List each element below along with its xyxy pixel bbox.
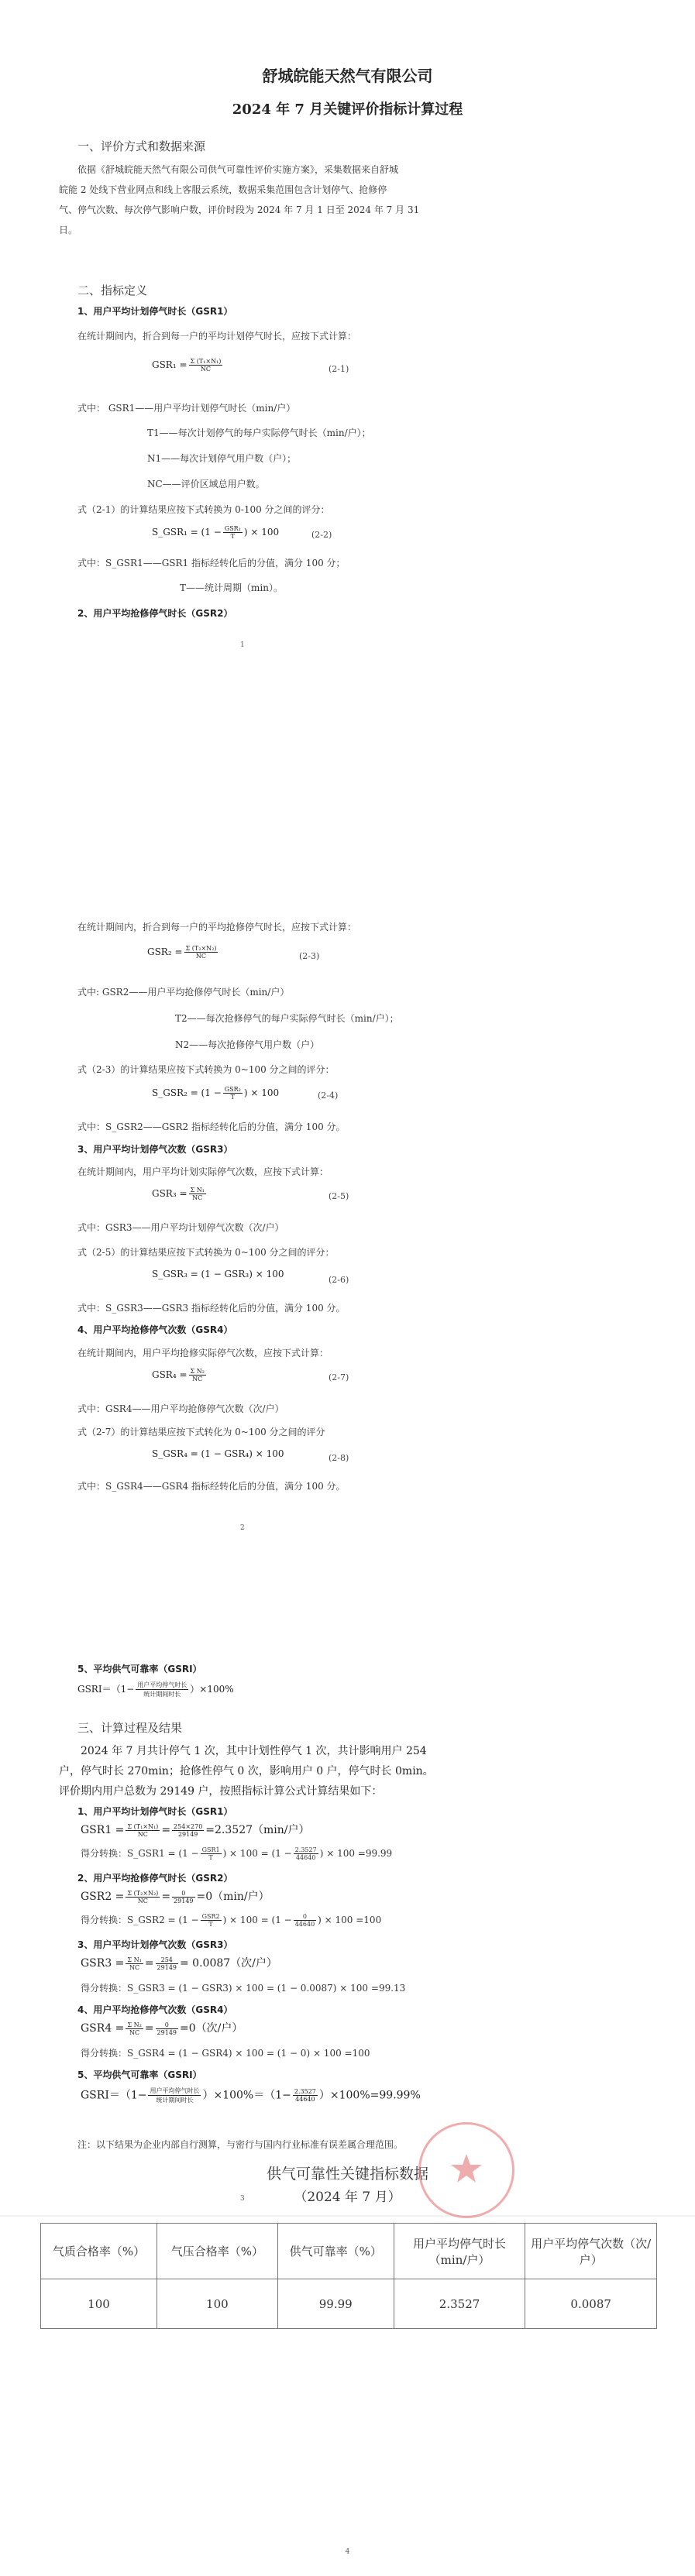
fraction-denominator: NC (200, 366, 212, 373)
fraction-denominator: T (208, 1854, 213, 1861)
fraction-denominator: NC (129, 2028, 140, 2036)
definition-line: 式中：S_GSR3——GSR3 指标经转化后的分值，满分 100 分。 (77, 1303, 346, 1314)
definition-line: 式中：S_GSR4——GSR4 指标经转化后的分值，满分 100 分。 (77, 1481, 346, 1492)
fraction-denominator: NC (129, 1963, 140, 1971)
table-header-row (41, 2224, 657, 2279)
page-number: 1 (240, 641, 245, 649)
company-name: 舒城皖能天然气有限公司 (262, 67, 433, 85)
calc-gsr4-score: 得分转换：S_GSR4 = (1 − GSR4) × 100 = (1 − 0) × 100 =100 (81, 2048, 370, 2059)
formula-lhs: GSR₂ = (147, 946, 183, 957)
fraction-numerator: 2.3527 (294, 2088, 316, 2095)
gsr4-description: 在统计期间内，用户平均抢修实际停气次数，应按下式计算： (77, 1348, 329, 1358)
equation-number: (2-2) (311, 530, 332, 540)
gsr2-formula (147, 945, 219, 960)
score-mid: ) × 100 = (1 − (222, 1915, 292, 1925)
equals-sign: = (161, 1891, 171, 1903)
formula-fraction (294, 1913, 316, 1928)
score-label: 得分转换：S_GSR1 = (1 − (81, 1848, 199, 1859)
formula-fraction (223, 1086, 243, 1101)
gsri-formula (77, 1681, 234, 1698)
fraction-numerator: 254×270 (174, 1822, 203, 1830)
table-header-cell: 用户平均停气时长（min/户） (394, 2224, 525, 2279)
gsr3-heading: 3、用户平均计划停气次数（GSR3） (77, 1144, 233, 1155)
formula-rhs: ) × 100 (243, 527, 280, 538)
table-header-cell: 用户平均停气次数（次/户） (525, 2224, 657, 2279)
fraction-numerator: 用户平均停气时长 (137, 1681, 188, 1688)
formula-lhs: GSR4 = (81, 2022, 125, 2035)
formula-lhs: S_GSR₂ = (1 − (152, 1087, 222, 1098)
section-3-heading: 三、计算过程及结果 (77, 1721, 183, 1735)
formula-result: =0（min/户） (196, 1891, 270, 1903)
fraction-numerator: 0 (156, 2021, 178, 2029)
score-label: 得分转换：S_GSR2 = (1 − (81, 1915, 199, 1925)
equation-number: (2-6) (329, 1275, 349, 1285)
fraction-denominator: 统计期间时长 (156, 2097, 194, 2104)
fraction-denominator: NC (192, 1376, 203, 1382)
fraction-denominator: 44640 (295, 2096, 315, 2103)
fraction-numerator: 0 (172, 1890, 194, 1898)
calc-gsr1-formula (81, 1822, 310, 1838)
formula-lhs: GSRI＝（1− (77, 1684, 135, 1695)
gsr1-formula (152, 358, 224, 373)
equation-number: (2-5) (329, 1191, 349, 1201)
definition-line: T1——每次计划停气的每户实际停气时长（min/户）； (147, 428, 371, 438)
document-title: 2024 年 7 月关键评价指标计算过程 (232, 101, 463, 118)
formula-fraction (172, 1890, 194, 1905)
formula-lhs: GSRI＝（1− (81, 2089, 147, 2102)
fraction-denominator: NC (137, 1897, 148, 1905)
fraction-denominator: 29149 (174, 1897, 194, 1905)
fraction-denominator: 统计期间时长 (143, 1691, 181, 1698)
conversion-text: 式（2-1）的计算结果应按下式转换为 0-100 分之间的评分： (77, 504, 330, 515)
fraction-denominator: T (230, 1094, 235, 1101)
fraction-numerator: Σ N₂ (127, 2021, 142, 2028)
fraction-numerator: GSR₁ (224, 525, 241, 532)
formula-fraction (156, 2021, 178, 2036)
formula-fraction (126, 1890, 160, 1905)
calc-gsr3-formula (81, 1955, 277, 1971)
gsr3-description: 在统计期间内，用户平均计划实际停气次数，应按下式计算： (77, 1166, 329, 1177)
definition-line: NC——评价区域总用户数。 (147, 479, 265, 489)
summary-title: 供气可靠性关键指标数据 (266, 2166, 428, 2183)
fraction-numerator: 0 (294, 1913, 316, 1921)
page-number: 4 (345, 2548, 350, 2556)
fraction-numerator: Σ N₂ (190, 1368, 205, 1375)
conversion-text: 式（2-7）的计算结果应按下式转化为 0~100 分之间的评分 (77, 1427, 325, 1437)
page-number: 3 (240, 2195, 245, 2203)
fraction-denominator: 29149 (177, 1830, 198, 1838)
gsr1-heading: 1、用户平均计划停气时长（GSR1） (77, 306, 233, 317)
fraction-denominator: 44640 (295, 1854, 316, 1861)
fraction-numerator: Σ (T₁×N₁) (127, 1822, 159, 1830)
gsr1-description: 在统计期间内，折合到每一户的平均计划停气时长，应按下式计算： (77, 331, 357, 342)
formula-fraction (201, 1913, 222, 1928)
fraction-denominator: 29149 (157, 1963, 177, 1971)
document-page-1 (0, 0, 695, 860)
formula-lhs: GSR₁ = (152, 359, 188, 370)
section-1-line: 皖能 2 处线下营业网点和线上客服云系统，数据采集范围包含计划停气、抢修停 (59, 184, 387, 195)
equation-number: (2-1) (329, 364, 349, 374)
formula-fraction (294, 1846, 318, 1861)
fraction-numerator: 2.3527 (294, 1846, 317, 1853)
gsr4-heading: 4、用户平均抢修停气次数（GSR4） (77, 1324, 233, 1335)
equals-sign: = (144, 1957, 154, 1970)
fraction-denominator: 29149 (157, 2028, 177, 2036)
gsr2-score-formula (152, 1086, 279, 1101)
formula-fraction (189, 1368, 206, 1382)
formula-fraction (126, 2021, 143, 2036)
fraction-numerator: Σ (T₁×N₁) (190, 358, 222, 365)
fraction-denominator: NC (137, 1830, 148, 1838)
fraction-numerator: GSR1 (201, 1846, 220, 1853)
fraction-denominator: NC (195, 953, 207, 960)
formula-fraction (184, 945, 218, 960)
formula-fraction (293, 2088, 318, 2103)
table-header-cell: 气质合格率（%） (41, 2224, 157, 2279)
table-cell: 100 (157, 2279, 277, 2329)
fraction-numerator: 用户平均停气时长 (150, 2087, 200, 2094)
table-cell: 100 (41, 2279, 157, 2329)
fraction-numerator: Σ N₁ (190, 1187, 205, 1194)
calc-gsr1-heading: 1、用户平均计划停气时长（GSR1） (77, 1806, 233, 1817)
formula-fraction (148, 2087, 201, 2104)
calc-gsr3-score: 得分转换：S_GSR3 = (1 − GSR3) × 100 = (1 − 0.0087) × 100 =99.13 (81, 1983, 406, 1994)
table-row (41, 2279, 657, 2329)
definition-line: T2——每次抢修停气的每户实际停气时长（min/户）； (175, 1013, 399, 1024)
gsr4-score-formula: S_GSR₄ = (1 − GSR₄) × 100 (152, 1448, 284, 1459)
section-1-line: 依据《舒城皖能天然气有限公司供气可靠性评价实施方案》，采集数据来自舒城 (77, 164, 399, 175)
calc-gsr1-score (81, 1846, 392, 1861)
table-cell: 99.99 (277, 2279, 394, 2329)
section-1-line: 日。 (59, 225, 78, 235)
equation-number: (2-7) (329, 1372, 349, 1382)
definition-line: N1——每次计划停气用户数（户）； (147, 453, 297, 464)
formula-fraction (201, 1846, 222, 1861)
company-seal (418, 2122, 514, 2218)
table-cell: 0.0087 (525, 2279, 657, 2329)
fraction-denominator: T (230, 533, 235, 540)
formula-fraction (126, 1956, 143, 1971)
page-number: 2 (240, 1524, 245, 1532)
score-mid: ) × 100 = (1 − (222, 1848, 292, 1859)
fraction-numerator: 254 (156, 1956, 178, 1964)
calc-gsr4-heading: 4、用户平均抢修停气次数（GSR4） (77, 2004, 233, 2015)
table-cell: 2.3527 (394, 2279, 525, 2329)
formula-fraction (223, 525, 243, 540)
formula-fraction (172, 1823, 204, 1838)
page-divider (0, 2215, 695, 2217)
calc-gsr2-heading: 2、用户平均抢修停气时长（GSR2） (77, 1873, 233, 1884)
equation-number: (2-4) (318, 1091, 339, 1101)
formula-fraction (156, 1956, 178, 1971)
definition-line: 式中： GSR1——用户平均计划停气时长（min/户） (77, 403, 296, 414)
section-1-line: 气、停气次数、每次停气影响户数，评价时段为 2024 年 7 月 1 日至 2024 年 7 月 31 (59, 204, 420, 215)
calc-gsri-formula (81, 2087, 421, 2104)
calc-gsr4-formula (81, 2020, 243, 2036)
section-3-line: 2024 年 7 月共计停气 1 次，其中计划性停气 1 次，共计影响用户 254 (81, 1745, 427, 1757)
fraction-numerator: GSR₂ (224, 1086, 241, 1093)
seal-star-icon (421, 2124, 512, 2216)
section-1-heading: 一、评价方式和数据来源 (77, 139, 206, 153)
definition-line: 式中：GSR4——用户平均抢修停气次数（次/户） (77, 1403, 284, 1414)
gsr3-formula (152, 1187, 208, 1201)
definition-line: 式中: GSR2——用户平均抢修停气时长（min/户） (77, 987, 290, 998)
section-2-heading: 二、指标定义 (77, 283, 148, 297)
summary-table (40, 2223, 657, 2329)
footnote: 注：以下结果为企业内部自行测算，与密行与国内行业标准有误差属合理范围。 (77, 2139, 404, 2150)
equals-sign: = (161, 1824, 171, 1836)
fraction-numerator: Σ (T₂×N₂) (185, 945, 217, 952)
fraction-denominator: NC (192, 1194, 203, 1201)
score-result: ) × 100 =100 (318, 1915, 382, 1925)
equation-number: (2-8) (329, 1453, 349, 1463)
formula-fraction (136, 1681, 188, 1698)
gsr2-description: 在统计期间内，折合到每一户的平均抢修停气时长，应按下式计算： (77, 922, 357, 933)
formula-result: = 0.0087（次/户） (180, 1957, 277, 1970)
fraction-numerator: GSR2 (201, 1913, 220, 1920)
formula-lhs: S_GSR₁ = (1 − (152, 527, 222, 538)
conversion-text: 式（2-3）的计算结果应按下式转换为 0~100 分之间的评分： (77, 1064, 335, 1075)
table-header-cell: 气压合格率（%） (157, 2224, 277, 2279)
formula-fraction (189, 1187, 206, 1201)
calc-gsr2-score (81, 1913, 381, 1928)
formula-lhs: GSR₄ = (152, 1369, 188, 1380)
formula-lhs: GSR3 = (81, 1957, 125, 1970)
calc-gsri-heading: 5、平均供气可靠率（GSRI） (77, 2069, 202, 2080)
score-result: ) × 100 =99.99 (319, 1848, 393, 1859)
section-3-line: 评价期内用户总数为 29149 户，按照指标计算公式计算结果如下： (59, 1785, 383, 1798)
formula-rhs: ) × 100 (243, 1087, 280, 1098)
calc-gsr2-formula (81, 1888, 270, 1905)
gsr3-score-formula: S_GSR₃ = (1 − GSR₃) × 100 (152, 1269, 284, 1279)
definition-line: N2——每次抢修停气用户数（户） (175, 1039, 320, 1050)
definition-line: T——统计周期（min）。 (180, 582, 283, 593)
formula-rhs: ）×100% (190, 1684, 234, 1695)
conversion-text: 式（2-5）的计算结果应按下式转换为 0~100 分之间的评分： (77, 1247, 335, 1258)
definition-line: 式中：S_GSR1——GSR1 指标经转化后的分值，满分 100 分； (77, 558, 346, 568)
table-header-cell: 供气可靠率（%） (277, 2224, 394, 2279)
formula-fraction (126, 1823, 160, 1838)
formula-lhs: GSR1 = (81, 1824, 125, 1836)
gsr2-heading: 2、用户平均抢修停气时长（GSR2） (77, 608, 233, 619)
document-page-2 (0, 860, 695, 1719)
formula-result: =0（次/户） (180, 2022, 243, 2035)
fraction-denominator: 44640 (294, 1921, 315, 1928)
fraction-numerator: Σ (T₂×N₂) (127, 1889, 159, 1897)
formula-result: =2.3527（min/户） (205, 1824, 310, 1836)
definition-line: 式中：S_GSR2——GSR2 指标经转化后的分值，满分 100 分。 (77, 1121, 346, 1132)
section-3-line: 户，停气时长 270min；抢修性停气 0 次，影响用户 0 户，停气时长 0min。 (59, 1765, 434, 1777)
formula-lhs: GSR2 = (81, 1891, 125, 1903)
fraction-denominator: T (208, 1921, 213, 1928)
document-page-3 (0, 1664, 695, 2576)
calc-gsr3-heading: 3、用户平均计划停气次数（GSR3） (77, 1939, 233, 1950)
formula-mid: ）×100%＝（1− (202, 2089, 291, 2102)
formula-result: ）×100%=99.99% (318, 2089, 421, 2102)
summary-subtitle: （2024 年 7 月） (294, 2190, 401, 2205)
equation-number: (2-3) (299, 951, 320, 961)
gsr4-formula (152, 1368, 208, 1382)
equals-sign: = (144, 2022, 154, 2035)
fraction-numerator: Σ N₁ (127, 1956, 142, 1963)
formula-lhs: GSR₃ = (152, 1188, 188, 1199)
gsri-heading: 5、平均供气可靠率（GSRI） (77, 1664, 202, 1674)
gsr1-score-formula (152, 525, 279, 540)
definition-line: 式中：GSR3——用户平均计划停气次数（次/户） (77, 1222, 284, 1233)
formula-fraction (189, 358, 223, 373)
